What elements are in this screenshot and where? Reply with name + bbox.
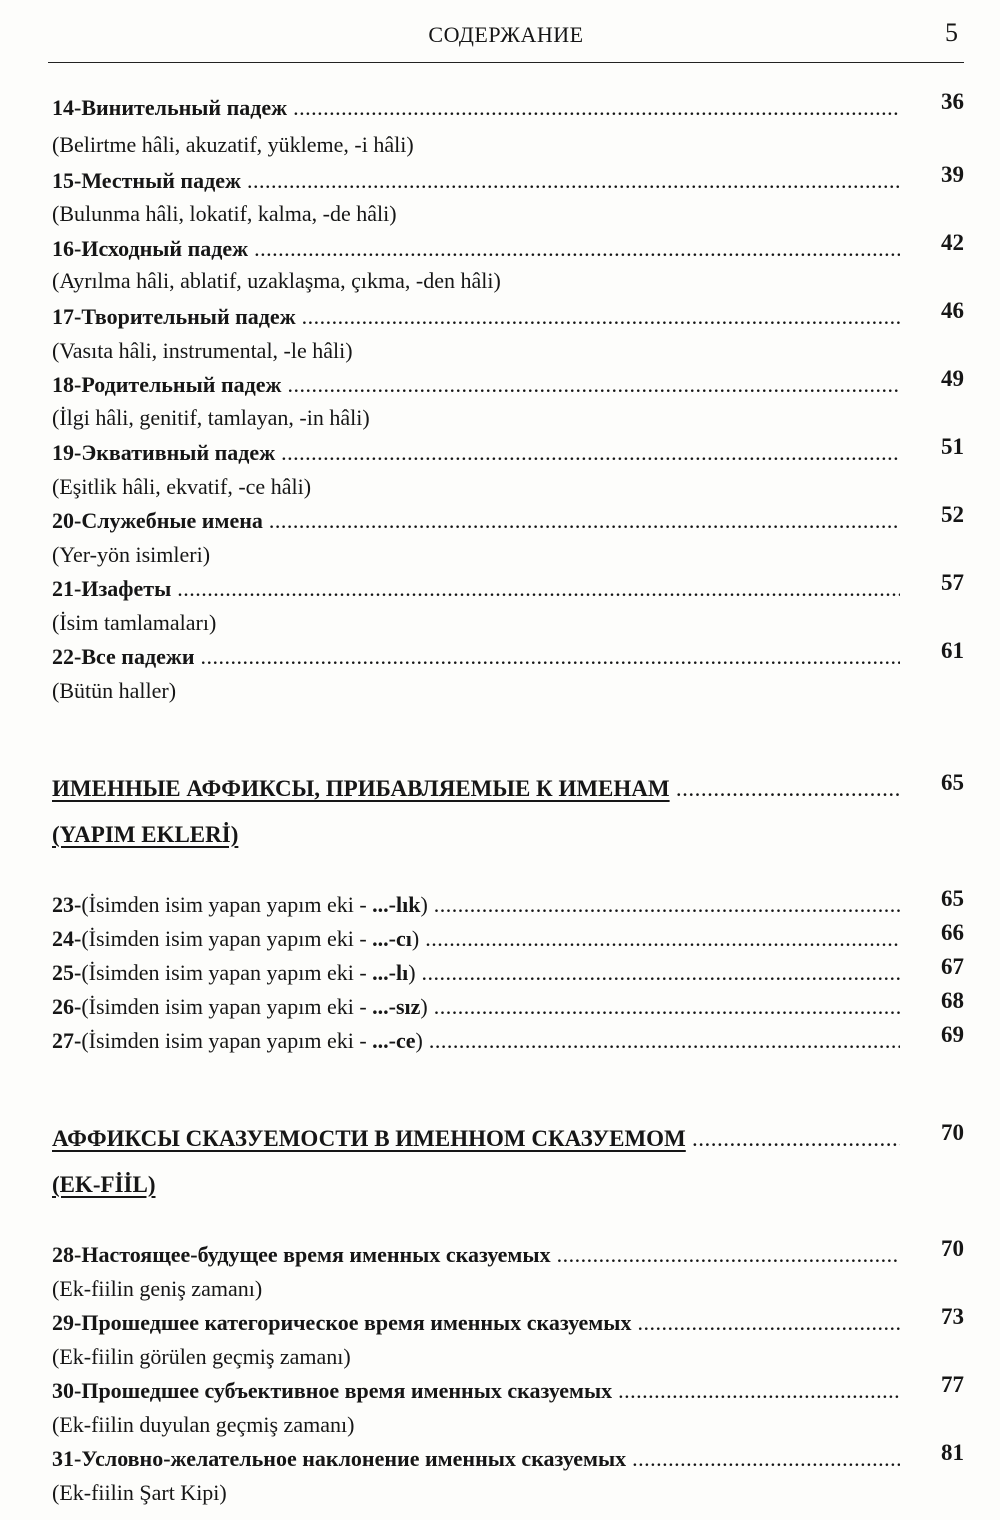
- toc-entry-title: 22-Все падежи .....: [52, 644, 900, 670]
- item-text: (İsimden isim yapan yapım eki -: [81, 960, 373, 985]
- toc-entry-subtitle: (Yer-yön isimleri): [52, 542, 211, 567]
- item-text: (İsimden isim yapan yapım eki -: [81, 926, 373, 951]
- item-number: 25-: [52, 960, 82, 985]
- toc-entry-page: 61: [941, 638, 964, 663]
- toc-entry: [52, 502, 964, 538]
- toc-entry-page: 57: [941, 570, 964, 595]
- toc-entry-subtitle: (Ek-fiilin geniş zamanı): [52, 1276, 263, 1301]
- toc-entry-subtitle: (Ek-fiilin Şart Kipi): [52, 1480, 227, 1505]
- toc-entry: [52, 89, 964, 125]
- toc-entry: [52, 988, 964, 1024]
- item-number: 23-: [52, 892, 82, 917]
- item-suffix: ...-lık: [372, 892, 421, 917]
- toc-entry: [52, 954, 964, 990]
- item-text: (İsimden isim yapan yapım eki -: [81, 994, 373, 1019]
- toc-entry-page: 66: [941, 920, 964, 945]
- section-heading: [52, 1120, 964, 1158]
- toc-entry-title: 15-Местный падеж .....: [52, 168, 900, 194]
- toc-entry-page: 81: [941, 1440, 964, 1465]
- toc-entry-subtitle: (Belirtme hâli, akuzatif, yükleme, -i hâli): [52, 132, 414, 157]
- toc-entry: [52, 1236, 964, 1272]
- section-page: 70: [941, 1120, 964, 1145]
- toc-entry-page: 52: [941, 502, 964, 527]
- section-heading: [52, 770, 964, 808]
- running-header: [48, 18, 964, 63]
- toc-entry: [52, 366, 964, 402]
- page-number: 5: [945, 18, 958, 47]
- toc-entry-title: 18-Родительный падеж .....: [52, 372, 900, 398]
- toc-entry-title: 19-Эквативный падеж .....: [52, 440, 900, 466]
- toc-entry-page: 70: [941, 1236, 964, 1261]
- toc-entry: [52, 162, 964, 198]
- section-subtitle: (EK-FİİL): [52, 1172, 156, 1197]
- item-suffix: ...-ce: [372, 1028, 416, 1053]
- toc-entry: [52, 570, 964, 606]
- toc-entry-page: 51: [941, 434, 964, 459]
- toc-entry-page: 36: [941, 89, 964, 114]
- section-title: ИМЕННЫЕ АФФИКСЫ, ПРИБАВЛЯЕМЫЕ К ИМЕНАМ: [52, 776, 670, 801]
- toc-entry: [52, 1304, 964, 1340]
- section-page: 65: [941, 770, 964, 795]
- item-text: (İsimden isim yapan yapım eki -: [81, 892, 373, 917]
- toc-entry-title: 20-Служебные имена .....: [52, 508, 900, 534]
- toc-entry-title: 17-Творительный падеж .....: [52, 304, 900, 330]
- toc-entry-title: 30-Прошедшее субъективное время именных сказуемых .....: [52, 1378, 900, 1404]
- toc-entry-page: 39: [941, 162, 964, 187]
- toc-entry-title: 16-Исходный падеж .....: [52, 236, 900, 262]
- item-close: ): [408, 960, 416, 985]
- toc-entry-subtitle: (Bütün haller): [52, 678, 177, 703]
- item-close: ): [420, 892, 428, 917]
- item-suffix: ...-cı: [372, 926, 412, 951]
- toc-entry-page: 77: [941, 1372, 964, 1397]
- section-subtitle: (YAPIM EKLERİ): [52, 822, 239, 847]
- toc-entry-page: 68: [941, 988, 964, 1013]
- toc-entry-subtitle: (Vasıta hâli, instrumental, -le hâli): [52, 338, 353, 363]
- item-number: 27-: [52, 1028, 82, 1053]
- toc-entry-subtitle: (Eşitlik hâli, ekvatif, -ce hâli): [52, 474, 312, 499]
- toc-entry-title: 14-Винительный падеж .....: [52, 95, 900, 121]
- item-close: ): [415, 1028, 423, 1053]
- toc-entry: [52, 1022, 964, 1058]
- toc-entry-subtitle: (Ek-fiilin duyulan geçmiş zamanı): [52, 1412, 355, 1437]
- toc-entry-subtitle: (Ek-fiilin görülen geçmiş zamanı): [52, 1344, 351, 1369]
- toc-entry-title: 31-Условно-желательное наклонение именных сказуемых .....: [52, 1446, 900, 1472]
- toc-entry-page: 42: [941, 230, 964, 255]
- toc-entry: [52, 230, 964, 266]
- toc-entry: [52, 1440, 964, 1476]
- toc-entry: [52, 1372, 964, 1408]
- toc-entry: [52, 298, 964, 334]
- toc-entry-subtitle: (Ayrılma hâli, ablatif, uzaklaşma, çıkma, -den hâli): [52, 268, 501, 293]
- toc-entry-title: 28-Настоящее-будущее время именных сказуемых .....: [52, 1242, 900, 1268]
- toc-entry-page: 69: [941, 1022, 964, 1047]
- toc-entry-page: 67: [941, 954, 964, 979]
- toc-entry-subtitle: (Bulunma hâli, lokatif, kalma, -de hâli): [52, 201, 397, 226]
- item-close: ): [420, 994, 428, 1019]
- toc-entry: [52, 638, 964, 674]
- item-close: ): [411, 926, 420, 951]
- toc-entry: [52, 920, 964, 956]
- item-suffix: ...-lı: [372, 960, 409, 985]
- toc-entry-page: 46: [941, 298, 964, 323]
- toc-entry-page: 65: [941, 886, 964, 911]
- item-number: 26-: [52, 994, 82, 1019]
- toc-entry-page: 73: [941, 1304, 964, 1329]
- toc-entry-title: 29-Прошедшее категорическое время именных сказуемых .....: [52, 1310, 900, 1336]
- running-title: СОДЕРЖАНИЕ: [428, 22, 584, 47]
- toc-entry-title: 21-Изафеты .....: [52, 576, 900, 602]
- item-suffix: ...-sız: [372, 994, 421, 1019]
- section-title: АФФИКСЫ СКАЗУЕМОСТИ В ИМЕННОМ СКАЗУЕМОМ: [52, 1126, 686, 1151]
- toc-entry: [52, 886, 964, 922]
- toc-entry-subtitle: (İlgi hâli, genitif, tamlayan, -in hâli): [52, 405, 370, 430]
- toc-entry: [52, 434, 964, 470]
- toc-entry-subtitle: (İsim tamlamaları): [52, 610, 217, 635]
- toc-entry-page: 49: [941, 366, 964, 391]
- item-text: (İsimden isim yapan yapım eki -: [81, 1028, 373, 1053]
- item-number: 24-: [52, 926, 82, 951]
